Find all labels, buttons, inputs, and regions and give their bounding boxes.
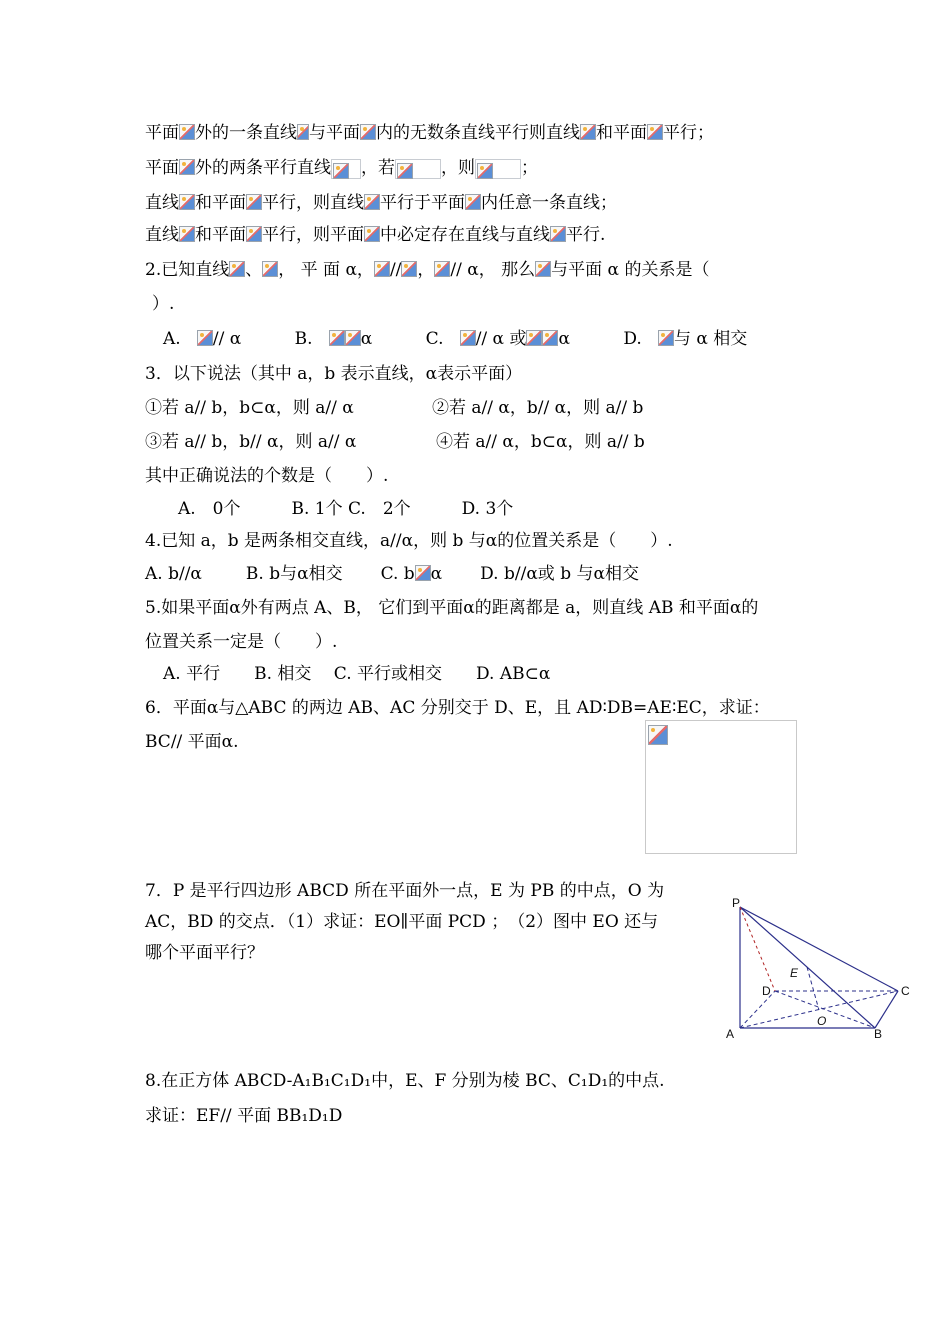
formula-image-icon (415, 565, 431, 581)
statement-1: 平面 外的一条直线 与平面 内的无数条直线平行则直线 和平面 平行； (145, 123, 714, 143)
statement-2: 平面 外的两条平行直线 ，若 ，则 ； (145, 158, 538, 178)
question-3-option-2: ②若 a// α，b// α，则 a// b (432, 398, 644, 418)
formula-image-icon (550, 226, 566, 242)
label-C: C (901, 984, 910, 998)
figure-6-placeholder (645, 720, 797, 854)
formula-image-icon (364, 226, 380, 242)
formula-image-icon (329, 330, 345, 346)
formula-image-icon (345, 330, 361, 346)
formula-box (395, 159, 441, 179)
formula-image-icon (179, 194, 195, 210)
formula-image-icon (246, 194, 262, 210)
formula-image-icon (179, 226, 195, 242)
question-3-option-3: ③若 a// b，b// α，则 a// α (145, 432, 357, 452)
formula-image-icon (526, 330, 542, 346)
formula-image-icon (542, 330, 558, 346)
question-3-options: A. 0个 B. 1个 C. 2个 D. 3个 (178, 499, 514, 519)
edge-BC (875, 991, 898, 1028)
formula-image-icon (465, 194, 481, 210)
formula-image-icon (360, 124, 376, 140)
edge-PD (740, 907, 775, 991)
formula-image-icon (434, 261, 450, 277)
formula-image-icon (179, 124, 195, 140)
question-5-options: A. 平行 B. 相交 C. 平行或相交 D. AB⊂α (163, 664, 551, 684)
formula-box (475, 159, 521, 179)
question-2: 2.已知直线 、 ， 平 面 α， // ， // α， 那么 与平面 α 的关系是（ (145, 260, 710, 280)
statement-4: 直线 和平面 平行，则平面 中必定存在直线与直线 平行. (145, 225, 606, 245)
question-3-option-1: ①若 a// b，b⊂α，则 a// α (145, 398, 354, 418)
label-D: D (762, 984, 771, 998)
broken-image-icon (648, 725, 668, 745)
formula-box (331, 159, 361, 179)
question-4: 4.已知 a，b 是两条相交直线，a//α，则 b 与α的位置关系是（ ）. (145, 531, 673, 551)
question-7-cont: AC，BD 的交点．（1）求证：EO∥平面 PCD ； （2）图中 EO 还与 (145, 912, 659, 932)
formula-image-icon (397, 163, 413, 179)
label-O: O (817, 1014, 827, 1028)
question-3: 3．以下说法（其中 a，b 表示直线，α表示平面） (145, 364, 523, 384)
formula-image-icon (535, 261, 551, 277)
question-2-options: A. // α B. α C. // α 或 α D. 与 α 相交 (163, 329, 748, 349)
label-P: P (732, 896, 741, 910)
statement-3: 直线 和平面 平行，则直线 平行于平面 内任意一条直线； (145, 193, 617, 213)
formula-image-icon (647, 124, 663, 140)
formula-image-icon (374, 261, 390, 277)
label-A: A (726, 1027, 735, 1041)
question-4-options: A. b//α B. b与α相交 C. b α D. b//α或 b 与α相交 (145, 564, 639, 584)
question-5: 5.如果平面α外有两点 A、B， 它们到平面α的距离都是 a，则直线 AB 和平面α的 (145, 598, 759, 618)
question-7: 7．P 是平行四边形 ABCD 所在平面外一点，E 为 PB 的中点，O 为 (145, 881, 665, 901)
formula-image-icon (229, 261, 245, 277)
question-8-cont: 求证：EF// 平面 BB₁D₁D (145, 1106, 343, 1126)
question-5-cont: 位置关系一定是（ ）. (145, 632, 338, 652)
formula-image-icon (580, 124, 596, 140)
question-8: 8.在正方体 ABCD-A₁B₁C₁D₁中，E、F 分别为棱 BC、C₁D₁的中点. (145, 1071, 665, 1091)
question-3-option-4: ④若 a// α，b⊂α，则 a// b (436, 432, 645, 452)
formula-image-icon (401, 261, 417, 277)
formula-image-icon (197, 330, 213, 346)
question-2-end: ）. (152, 294, 175, 314)
question-6-cont: BC// 平面α. (145, 732, 239, 752)
formula-image-icon (460, 330, 476, 346)
formula-image-icon (333, 163, 349, 179)
formula-image-icon (297, 124, 309, 140)
question-7-cont2: 哪个平面平行？ (145, 943, 264, 963)
label-B: B (874, 1027, 883, 1041)
question-3-prompt: 其中正确说法的个数是（ ）. (145, 466, 389, 486)
formula-image-icon (658, 330, 674, 346)
formula-image-icon (477, 163, 493, 179)
label-E: E (790, 966, 799, 980)
formula-image-icon (364, 194, 380, 210)
figure-7-pyramid (720, 895, 915, 1045)
formula-image-icon (262, 261, 278, 277)
question-6: 6．平面α与△ABC 的两边 AB、AC 分别交于 D、E，且 AD∶DB=AE∶EC，求证： (145, 698, 770, 718)
formula-image-icon (179, 159, 195, 175)
formula-image-icon (246, 226, 262, 242)
